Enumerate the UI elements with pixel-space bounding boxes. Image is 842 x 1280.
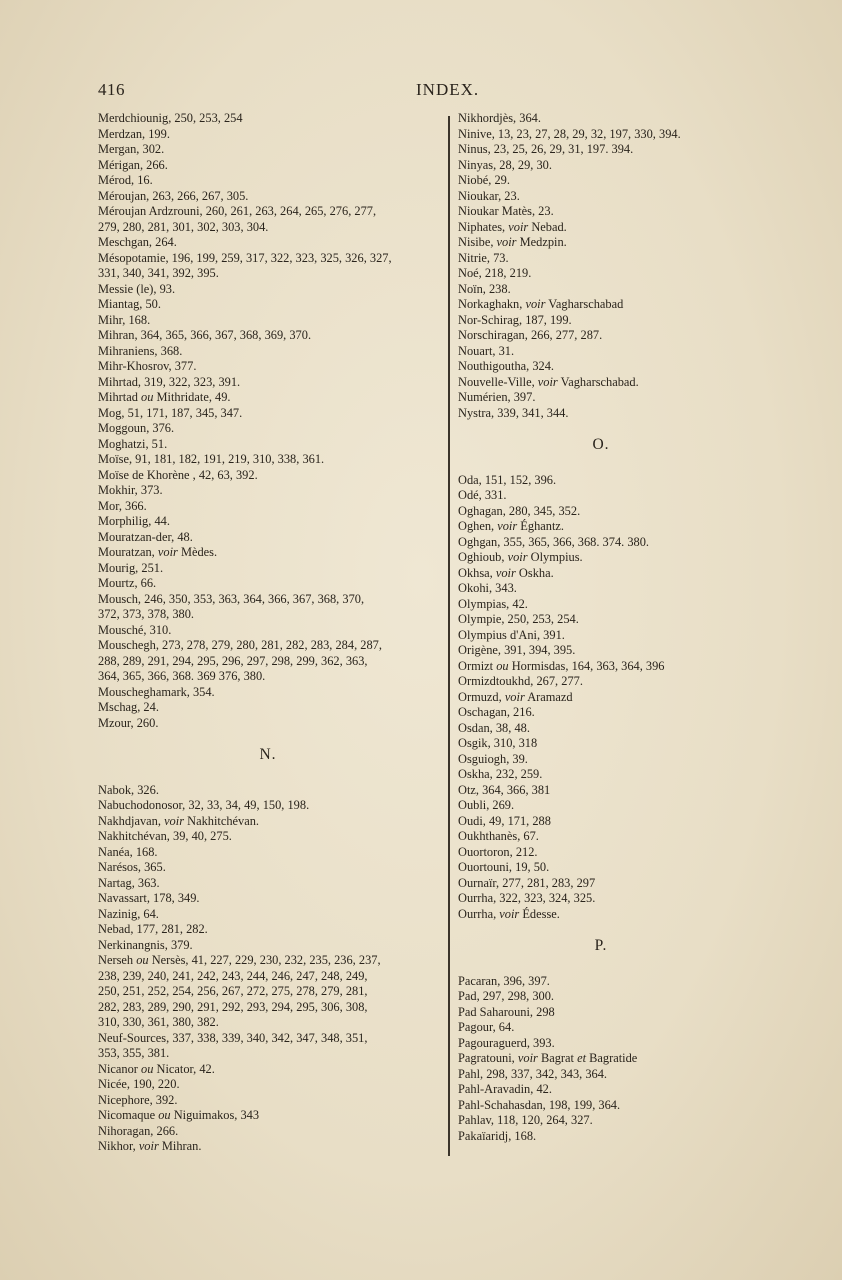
index-entry (98, 204, 438, 235)
index-entry-line: Mousch, 246, 350, 353, 363, 364, 366, 367, 368, 370, (98, 591, 365, 606)
index-entry-line: Pagour, 64. (458, 1020, 515, 1034)
index-entry-line: Nabuchodonosor, 32, 33, 34, 49, 150, 198. (98, 798, 310, 812)
index-column-left (98, 111, 438, 1155)
index-entry (458, 266, 744, 282)
index-entry-line: Mérod, 16. (98, 173, 153, 187)
index-entry (458, 550, 744, 566)
index-entry-line: Pad, 297, 298, 300. (458, 989, 555, 1003)
index-entry-line: Pacaran, 396, 397. (458, 973, 550, 988)
index-entry (458, 127, 744, 143)
index-entry-line: Odé, 331. (458, 488, 507, 502)
index-entry (458, 845, 744, 861)
index-entry-line: Pagouraguerd, 393. (458, 1035, 555, 1050)
index-entry-line: Pahl-Schahasdan, 198, 199, 364. (458, 1097, 621, 1112)
index-entry-line: Olympias, 42. (458, 596, 528, 611)
index-entry (458, 535, 744, 551)
index-entry-line: Ninus, 23, 25, 26, 29, 31, 197. 394. (458, 142, 634, 156)
index-entry-line: Mourig, 251. (98, 560, 164, 575)
index-entry (458, 829, 744, 845)
index-entry (98, 313, 438, 329)
index-entry (458, 473, 744, 489)
index-entry-line: Nicomaque ou Niguimakos, 343 (98, 1108, 260, 1122)
index-entry (98, 1124, 438, 1140)
index-entry-line: Oskha, 232, 259. (458, 767, 543, 781)
index-entry (98, 700, 438, 716)
index-entry-line: Mouschegh, 273, 278, 279, 280, 281, 282, 283, 284, 287, (98, 638, 382, 652)
index-entry-line: Mergan, 302. (98, 142, 165, 156)
index-entry (458, 504, 744, 520)
index-entry-line: Nakhdjavan, voir Nakhitchévan. (98, 813, 260, 828)
index-entry (458, 783, 744, 799)
index-entry-line: Noïn, 238. (458, 281, 511, 296)
index-entry-line: Morphilig, 44. (98, 514, 170, 528)
index-entry-line: Moghatzi, 51. (98, 436, 168, 451)
index-entry-line: Nazinig, 64. (98, 906, 159, 921)
index-entry (458, 1020, 744, 1036)
index-entry-line: Origène, 391, 394, 395. (458, 643, 576, 657)
index-entry-line: Ninyas, 28, 29, 30. (458, 157, 552, 172)
index-entry (98, 814, 438, 830)
index-entry (458, 1005, 744, 1021)
index-entry (458, 375, 744, 391)
column-divider (448, 116, 450, 1156)
index-entry-line: Noé, 218, 219. (458, 266, 532, 280)
index-entry (458, 344, 744, 360)
index-entry (98, 142, 438, 158)
index-entry (458, 313, 744, 329)
index-entry-line: Ouortouni, 19, 50. (458, 860, 550, 874)
index-entry-line: Olympie, 250, 253, 254. (458, 612, 579, 626)
index-entry-line: Mouratzan-der, 48. (98, 529, 193, 544)
index-entry (458, 798, 744, 814)
index-entry-line: 310, 330, 361, 380, 382. (98, 1015, 219, 1029)
index-entry-line: Oubli, 269. (458, 798, 515, 812)
index-entry (458, 721, 744, 737)
index-entry (458, 1129, 744, 1145)
index-entry (458, 974, 744, 990)
index-entry-line: Ormizdtoukhd, 267, 277. (458, 674, 583, 688)
index-entry (458, 891, 744, 907)
index-entry (458, 767, 744, 783)
index-entry-line: Nanéa, 168. (98, 844, 158, 859)
index-entry-line: Niphates, voir Nebad. (458, 219, 567, 234)
index-entry-line: 331, 340, 341, 392, 395. (98, 266, 219, 280)
index-entry (98, 328, 438, 344)
index-entry (458, 690, 744, 706)
index-entry (458, 814, 744, 830)
index-entry (98, 938, 438, 954)
index-entry (458, 989, 744, 1005)
index-entry-line: Mschag, 24. (98, 700, 159, 714)
index-entry-line: Ouortoron, 212. (458, 844, 538, 859)
index-entry-line: Mihr-Khosrov, 377. (98, 359, 197, 373)
index-entry (458, 251, 744, 267)
index-entry (98, 158, 438, 174)
index-entry-line: Nerkinangnis, 379. (98, 937, 193, 952)
index-entry-line: Nakhitchévan, 39, 40, 275. (98, 829, 232, 843)
index-entry-line: Mihran, 364, 365, 366, 367, 368, 369, 370. (98, 328, 312, 342)
index-entry (98, 845, 438, 861)
index-entry-line: 364, 365, 366, 368. 369 376, 380. (98, 669, 266, 683)
index-entry (458, 1067, 744, 1083)
index-entry-line: Meschgan, 264. (98, 235, 177, 249)
index-entry (98, 452, 438, 468)
index-entry (98, 876, 438, 892)
index-entry (458, 752, 744, 768)
index-entry-line: 372, 373, 378, 380. (98, 607, 195, 621)
index-entry-line: 288, 289, 291, 294, 295, 296, 297, 298, 299, 362, 363, (98, 653, 368, 668)
index-entry-line: Osgik, 310, 318 (458, 736, 538, 750)
index-entry-line: Olympius d'Ani, 391. (458, 627, 565, 642)
index-entry (458, 674, 744, 690)
index-entry-line: Nicée, 190, 220. (98, 1077, 180, 1091)
index-entry (98, 545, 438, 561)
index-entry-line: Mokhir, 373. (98, 483, 163, 497)
index-entry (98, 189, 438, 205)
index-entry (458, 189, 744, 205)
index-entry-line: Mérigan, 266. (98, 157, 168, 172)
index-entry-line: Nikhordjès, 364. (458, 111, 541, 125)
index-entry (98, 1077, 438, 1093)
index-entry-line: Mousché, 310. (98, 622, 172, 637)
index-entry (98, 359, 438, 375)
index-entry (98, 561, 438, 577)
index-entry-line: Mzour, 260. (98, 715, 159, 730)
index-entry-line: Nebad, 177, 281, 282. (98, 922, 208, 936)
index-entry-line: Mouratzan, voir Mèdes. (98, 545, 218, 559)
index-entry-line: Mourtz, 66. (98, 576, 157, 590)
letter-heading: N. (259, 746, 277, 763)
index-entry-line: Mihrtad, 319, 322, 323, 391. (98, 374, 241, 389)
index-entry (458, 1098, 744, 1114)
index-entry (458, 705, 744, 721)
index-entry-line: Moggoun, 376. (98, 421, 175, 435)
index-entry (98, 282, 438, 298)
index-entry-line: Osguiogh, 39. (458, 751, 528, 766)
index-entry-line: Osdan, 38, 48. (458, 720, 530, 735)
index-entry-line: Pahlav, 118, 120, 264, 327. (458, 1113, 593, 1127)
index-entry-line: Nicephore, 392. (98, 1092, 178, 1107)
index-entry (458, 1082, 744, 1098)
index-entry (98, 421, 438, 437)
index-entry (98, 829, 438, 845)
index-entry (98, 685, 438, 701)
index-entry (458, 406, 744, 422)
index-entry-line: Pad Saharouni, 298 (458, 1004, 555, 1019)
index-entry-line: Navassart, 178, 349. (98, 891, 200, 905)
index-entry (458, 235, 744, 251)
index-entry (458, 643, 744, 659)
page-number: 416 (98, 80, 125, 99)
index-entry (98, 375, 438, 391)
index-entry (98, 907, 438, 923)
index-entry (98, 437, 438, 453)
index-entry-line: Nisibe, voir Medzpin. (458, 235, 567, 249)
index-entry (458, 111, 744, 127)
index-entry (458, 907, 744, 923)
index-entry (98, 483, 438, 499)
index-entry (98, 514, 438, 530)
index-entry (458, 612, 744, 628)
index-entry-line: Oukhthanès, 67. (458, 829, 539, 843)
index-entry-line: 279, 280, 281, 301, 302, 303, 304. (98, 219, 269, 234)
index-entry-line: Mihr, 168. (98, 312, 151, 327)
index-entry (98, 953, 438, 1031)
index-entry (98, 344, 438, 360)
index-entry-line: Nouvelle-Ville, voir Vagharschabad. (458, 374, 639, 389)
index-entry-line: Nartag, 363. (98, 875, 160, 890)
index-entry (458, 173, 744, 189)
index-entry-line: Mésopotamie, 196, 199, 259, 317, 322, 323, 325, 326, 327, (98, 250, 392, 265)
index-entry (98, 111, 438, 127)
index-entry (98, 623, 438, 639)
index-entry-line: Mouscheghamark, 354. (98, 684, 215, 699)
index-entry (98, 1062, 438, 1078)
index-entry (458, 581, 744, 597)
index-entry (458, 519, 744, 535)
index-entry-line: Niobé, 29. (458, 173, 510, 187)
index-entry-line: Nikhor, voir Mihran. (98, 1139, 202, 1153)
index-entry (98, 406, 438, 422)
index-entry-line: Oghagan, 280, 345, 352. (458, 503, 581, 518)
index-entry-line: Nioukar, 23. (458, 188, 520, 203)
index-entry (98, 592, 438, 623)
index-entry (458, 1113, 744, 1129)
index-entry (458, 876, 744, 892)
index-column-right (458, 111, 744, 1144)
index-entry-line: Nitrie, 73. (458, 250, 509, 265)
index-entry (98, 499, 438, 515)
index-entry-line: Nystra, 339, 341, 344. (458, 405, 569, 420)
running-title: INDEX. (416, 80, 480, 99)
index-entry (98, 127, 438, 143)
index-entry (98, 716, 438, 732)
index-entry-line: Pakaïaridj, 168. (458, 1128, 537, 1143)
index-entry-line: Merdzan, 199. (98, 126, 170, 141)
index-entry (98, 530, 438, 546)
index-entry-line: Méroujan, 263, 266, 267, 305. (98, 188, 249, 203)
index-entry-line: Oschagan, 216. (458, 705, 535, 719)
index-entry-line: Ormizt ou Hormisdas, 164, 363, 364, 396 (458, 658, 665, 673)
index-entry (458, 220, 744, 236)
index-entry-line: 238, 239, 240, 241, 242, 243, 244, 246, 247, 248, 249, (98, 968, 368, 983)
index-entry-line: Nerseh ou Nersès, 41, 227, 229, 230, 232, 235, 236, 237, (98, 953, 381, 967)
index-entry-line: Miantag, 50. (98, 297, 161, 311)
index-entry-line: 250, 251, 252, 254, 256, 267, 272, 275, 278, 279, 281, (98, 984, 368, 998)
index-entry-line: Narésos, 365. (98, 860, 166, 874)
index-entry-line: Ourrha, voir Édesse. (458, 906, 560, 921)
index-entry (458, 659, 744, 675)
index-entry (458, 597, 744, 613)
index-entry (98, 235, 438, 251)
index-entry-line: Mihraniens, 368. (98, 343, 183, 358)
index-entry (98, 173, 438, 189)
index-entry (98, 297, 438, 313)
index-entry-line: Neuf-Sources, 337, 338, 339, 340, 342, 347, 348, 351, (98, 1030, 368, 1045)
index-entry-line: Okohi, 343. (458, 581, 517, 595)
index-entry-line: Merdchiounig, 250, 253, 254 (98, 111, 243, 125)
index-entry (98, 1093, 438, 1109)
index-entry (458, 566, 744, 582)
index-entry-line: Méroujan Ardzrouni, 260, 261, 263, 264, 265, 276, 277, (98, 204, 377, 218)
index-entry (458, 736, 744, 752)
index-entry (98, 1139, 438, 1155)
index-entry-line: Mihrtad ou Mithridate, 49. (98, 390, 231, 404)
index-entry-line: Oda, 151, 152, 396. (458, 472, 557, 487)
index-entry-line: Oghgan, 355, 365, 366, 368. 374. 380. (458, 534, 650, 549)
index-entry (458, 1036, 744, 1052)
index-entry (98, 922, 438, 938)
index-entry-line: Ournaïr, 277, 281, 283, 297 (458, 875, 596, 890)
index-entry (458, 142, 744, 158)
letter-heading: O. (592, 436, 610, 453)
index-entry (458, 328, 744, 344)
index-entry (98, 798, 438, 814)
index-entry (458, 282, 744, 298)
index-entry-line: Mog, 51, 171, 187, 345, 347. (98, 405, 243, 420)
index-entry-line: Nioukar Matès, 23. (458, 204, 554, 218)
index-entry (98, 891, 438, 907)
index-entry (458, 488, 744, 504)
index-entry-line: Nabok, 326. (98, 782, 159, 797)
index-entry (98, 390, 438, 406)
index-entry-line: Oghen, voir Éghantz. (458, 519, 564, 533)
index-entry (98, 860, 438, 876)
index-entry-line: Oudi, 49, 171, 288 (458, 813, 551, 828)
index-entry (98, 783, 438, 799)
index-entry (458, 158, 744, 174)
index-entry-line: 353, 355, 381. (98, 1046, 170, 1060)
index-entry-line: Norschiragan, 266, 277, 287. (458, 328, 603, 342)
index-entry-line: Nor-Schirag, 187, 199. (458, 312, 572, 327)
index-entry (458, 359, 744, 375)
index-entry (458, 860, 744, 876)
index-entry-line: Moïse, 91, 181, 182, 191, 219, 310, 338, 361. (98, 452, 325, 466)
index-entry-line: Messie (le), 93. (98, 281, 176, 296)
index-entry (458, 1051, 744, 1067)
index-entry (458, 297, 744, 313)
index-entry (458, 204, 744, 220)
index-entry-line: Pagratouni, voir Bagrat et Bagratide (458, 1051, 638, 1065)
index-entry (98, 251, 438, 282)
index-entry (458, 390, 744, 406)
index-entry-line: Moïse de Khorène , 42, 63, 392. (98, 467, 258, 482)
index-entry-line: 282, 283, 289, 290, 291, 292, 293, 294, 295, 306, 308, (98, 999, 368, 1014)
index-entry-line: Nihoragan, 266. (98, 1123, 179, 1138)
index-entry (98, 576, 438, 592)
index-entry-line: Norkaghakn, voir Vagharschabad (458, 297, 624, 311)
index-entry-line: Nicanor ou Nicator, 42. (98, 1061, 215, 1076)
index-entry-line: Okhsa, voir Oskha. (458, 565, 554, 580)
index-entry-line: Numérien, 397. (458, 390, 536, 404)
index-entry-line: Pahl, 298, 337, 342, 343, 364. (458, 1066, 608, 1081)
index-entry-line: Nouthigoutha, 324. (458, 359, 555, 373)
index-entry (98, 468, 438, 484)
index-entry-line: Oghioub, voir Olympius. (458, 550, 583, 564)
index-entry-line: Mor, 366. (98, 498, 147, 513)
index-entry-line: Pahl-Aravadin, 42. (458, 1082, 552, 1096)
index-entry (458, 628, 744, 644)
index-entry (98, 1108, 438, 1124)
index-entry-line: Ourrha, 322, 323, 324, 325. (458, 891, 596, 905)
index-entry-line: Ormuzd, voir Aramazd (458, 689, 573, 704)
index-entry-line: Otz, 364, 366, 381 (458, 782, 551, 797)
letter-heading: P. (594, 937, 608, 954)
index-entry (98, 638, 438, 685)
index-entry-line: Ninive, 13, 23, 27, 28, 29, 32, 197, 330, 394. (458, 126, 681, 141)
index-entry (98, 1031, 438, 1062)
index-entry-line: Nouart, 31. (458, 343, 515, 358)
